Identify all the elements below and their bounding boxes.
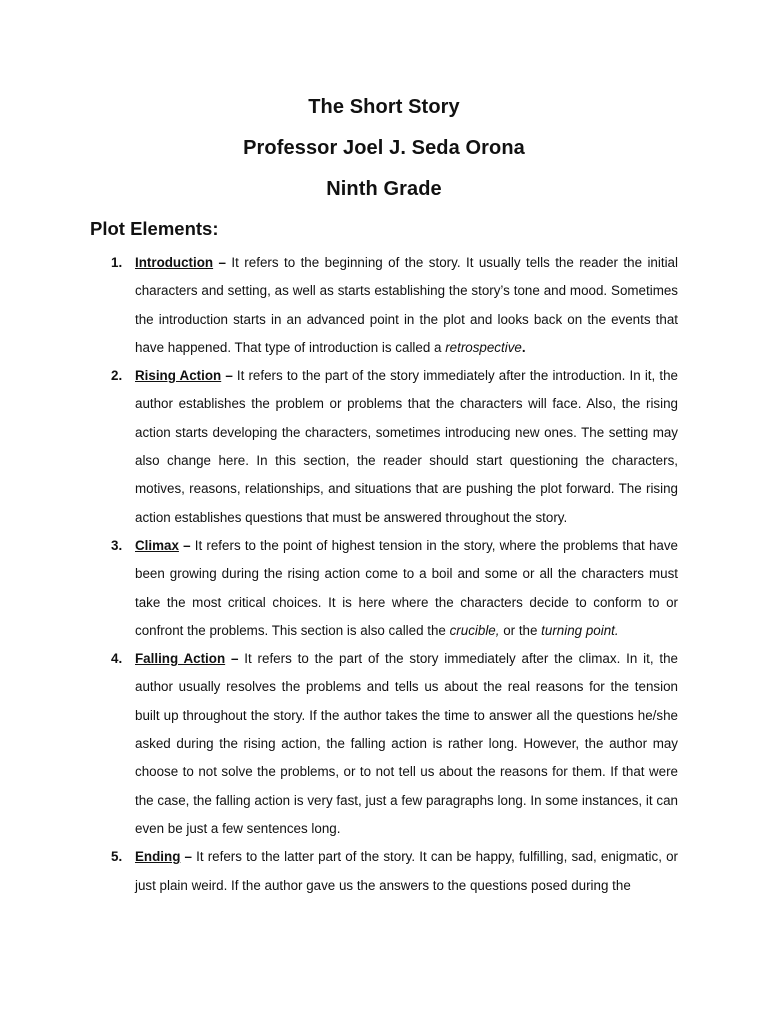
item-term: Climax <box>135 537 179 553</box>
item-text-continued: or the <box>499 622 542 638</box>
item-term: Falling Action <box>135 651 226 667</box>
list-item <box>0 645 678 843</box>
document-title: The Short Story <box>308 96 460 118</box>
item-text: It refers to the latter part of the story. It can be happy, fulfilling, sad, enigmatic, or just plain weird. If the author gave us the answers to the questions posed during the <box>135 849 678 893</box>
item-number: 3. <box>111 537 123 553</box>
item-emphasis: crucible, <box>449 622 500 638</box>
list-item <box>0 362 678 532</box>
item-emphasis: retrospective <box>445 339 522 355</box>
plot-elements-list <box>0 249 768 900</box>
list-item <box>0 249 678 362</box>
document-grade: Ninth Grade <box>326 178 442 200</box>
item-text: It refers to the beginning of the story. It usually tells the reader the initial characters and setting, as well as starts establishing the story’s tone and mood. Sometimes the introduction starts in an advanced point in the plot and looks back on the events that have happened. That type of introduction is called a <box>135 255 678 355</box>
item-dash: – <box>183 537 191 553</box>
item-text: It refers to the point of highest tension in the story, where the problems that have been growing during the rising action come to a boil and some or all the characters must take the most critical choices. It is here where the characters decide to conform to or confront the problems. This section is also called the <box>135 537 678 638</box>
item-dash: – <box>230 651 239 667</box>
item-term: Ending <box>135 849 181 865</box>
item-number: 2. <box>111 368 123 384</box>
item-term: Rising Action <box>135 368 222 384</box>
item-text: It refers to the part of the story immediately after the climax. In it, the author usually resolves the problems and tells us about the real reasons for the tension built up throughout the story. If the author takes the time to answer all the questions he/she asked during the rising action, the falling action is rather long. However, the author may choose to not solve the problems, or to not tell us about the reasons for them. If that were the case, the falling action is very fast, just a few paragraphs long. In some instances, it can even be just a few sentences long. <box>135 651 678 836</box>
item-text: It refers to the part of the story immediately after the introduction. In it, the author establishes the problem or problems that the characters will face. Also, the rising action starts developing the characters, sometimes introducing new ones. The setting may also change here. In this section, the reader should start questioning the characters, motives, reasons, relationships, and situations that are pushing the plot forward. The rising action establishes questions that must be answered throughout the story. <box>135 368 678 525</box>
item-dash: – <box>218 255 226 270</box>
item-end: . <box>521 339 526 355</box>
item-number: 1. <box>111 255 123 270</box>
list-item <box>0 532 678 645</box>
item-dash: – <box>225 368 233 384</box>
item-number: 5. <box>111 849 123 865</box>
item-number: 4. <box>111 651 123 667</box>
item-dash: – <box>184 849 192 865</box>
item-term: Introduction <box>135 255 214 270</box>
item-emphasis-2: turning point. <box>541 622 619 638</box>
document-author: Professor Joel J. Seda Orona <box>243 137 525 159</box>
list-item <box>0 843 678 900</box>
title-block <box>0 92 768 215</box>
section-heading: Plot Elements: <box>90 218 219 239</box>
